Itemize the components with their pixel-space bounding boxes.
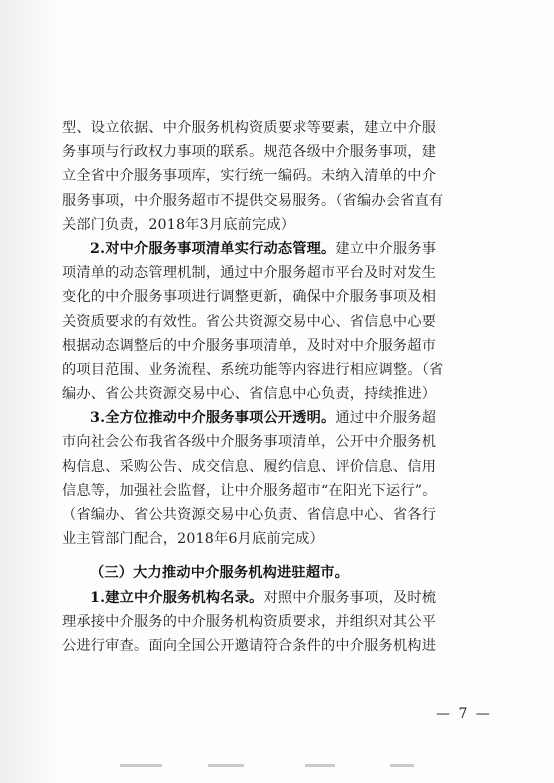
item-2-text: 建立中介服务事 — [335, 240, 437, 257]
item-3-first-line — [62, 406, 512, 430]
body-line: 构信息、采购公告、成交信息、履约信息、评价信息、信用 — [62, 458, 437, 475]
body-line: 立全省中介服务事项库，实行统一编码。未纳入清单的中介 — [62, 168, 437, 185]
body-line: 关资质要求的有效性。省公共资源交易中心、省信息中心要 — [62, 313, 437, 330]
scan-edge-shadow — [0, 0, 60, 783]
body-line: 公进行审查。面向全国公开邀请符合条件的中介服务机构进 — [62, 637, 437, 654]
body-line: （省编办、省公共资源交易中心负责、省信息中心、省各行 — [62, 507, 437, 523]
body-line: 业主管部门配合，2018年6月底前完成） — [62, 531, 324, 548]
section-heading: （三）大力推动中介服务机构进驻超市。 — [90, 565, 349, 582]
section-spacer — [62, 551, 512, 561]
item-3-heading: 3.全方位推动中介服务事项公开透明。 — [90, 410, 336, 427]
page-number: — 7 — — [436, 706, 492, 722]
body-line: 根据动态调整后的中介服务事项清单，及时对中介服务超市 — [62, 337, 437, 354]
body-line: 信息等，加强社会监督，让中介服务超市“在阳光下运行”。 — [62, 482, 437, 499]
body-line: 变化的中介服务事项进行调整更新，确保中介服务事项及相 — [62, 289, 437, 306]
body-line: 市向社会公布我省各级中介服务事项清单，公开中介服务机 — [62, 434, 437, 451]
item-2-heading: 2.对中介服务事项清单实行动态管理。 — [90, 240, 336, 257]
body-line: 项清单的动态管理机制，通过中介服务超市平台及时对发生 — [62, 265, 437, 282]
item-1-text: 对照中介服务事项，及时梳 — [263, 589, 437, 606]
item-2-first-line — [62, 237, 512, 261]
item-3-text: 通过中介服务超 — [335, 410, 437, 427]
item-1-heading: 1.建立中介服务机构名录。 — [90, 589, 264, 606]
document-body — [62, 116, 512, 658]
body-line: 编办、省公共资源交易中心、省信息中心负责，持续推进） — [62, 386, 437, 403]
body-line: 理承接中介服务的中介服务机构资质要求，并组织对其公平 — [62, 613, 437, 630]
item-1-first-line — [62, 586, 512, 610]
body-line: 型、设立依据、中介服务机构资质要求等要素，建立中介服 — [62, 120, 437, 136]
body-line: 务事项与行政权力事项的联系。规范各级中介服务事项，建 — [62, 144, 437, 161]
body-line: 的项目范围、业务流程、系统功能等内容进行相应调整。（省 — [62, 361, 444, 378]
scan-bottom-marks — [90, 764, 470, 770]
body-line: 服务事项，中介服务超市不提供交易服务。（省编办会省直有 — [62, 192, 444, 209]
body-line: 关部门负责，2018年3月底前完成） — [62, 216, 296, 233]
